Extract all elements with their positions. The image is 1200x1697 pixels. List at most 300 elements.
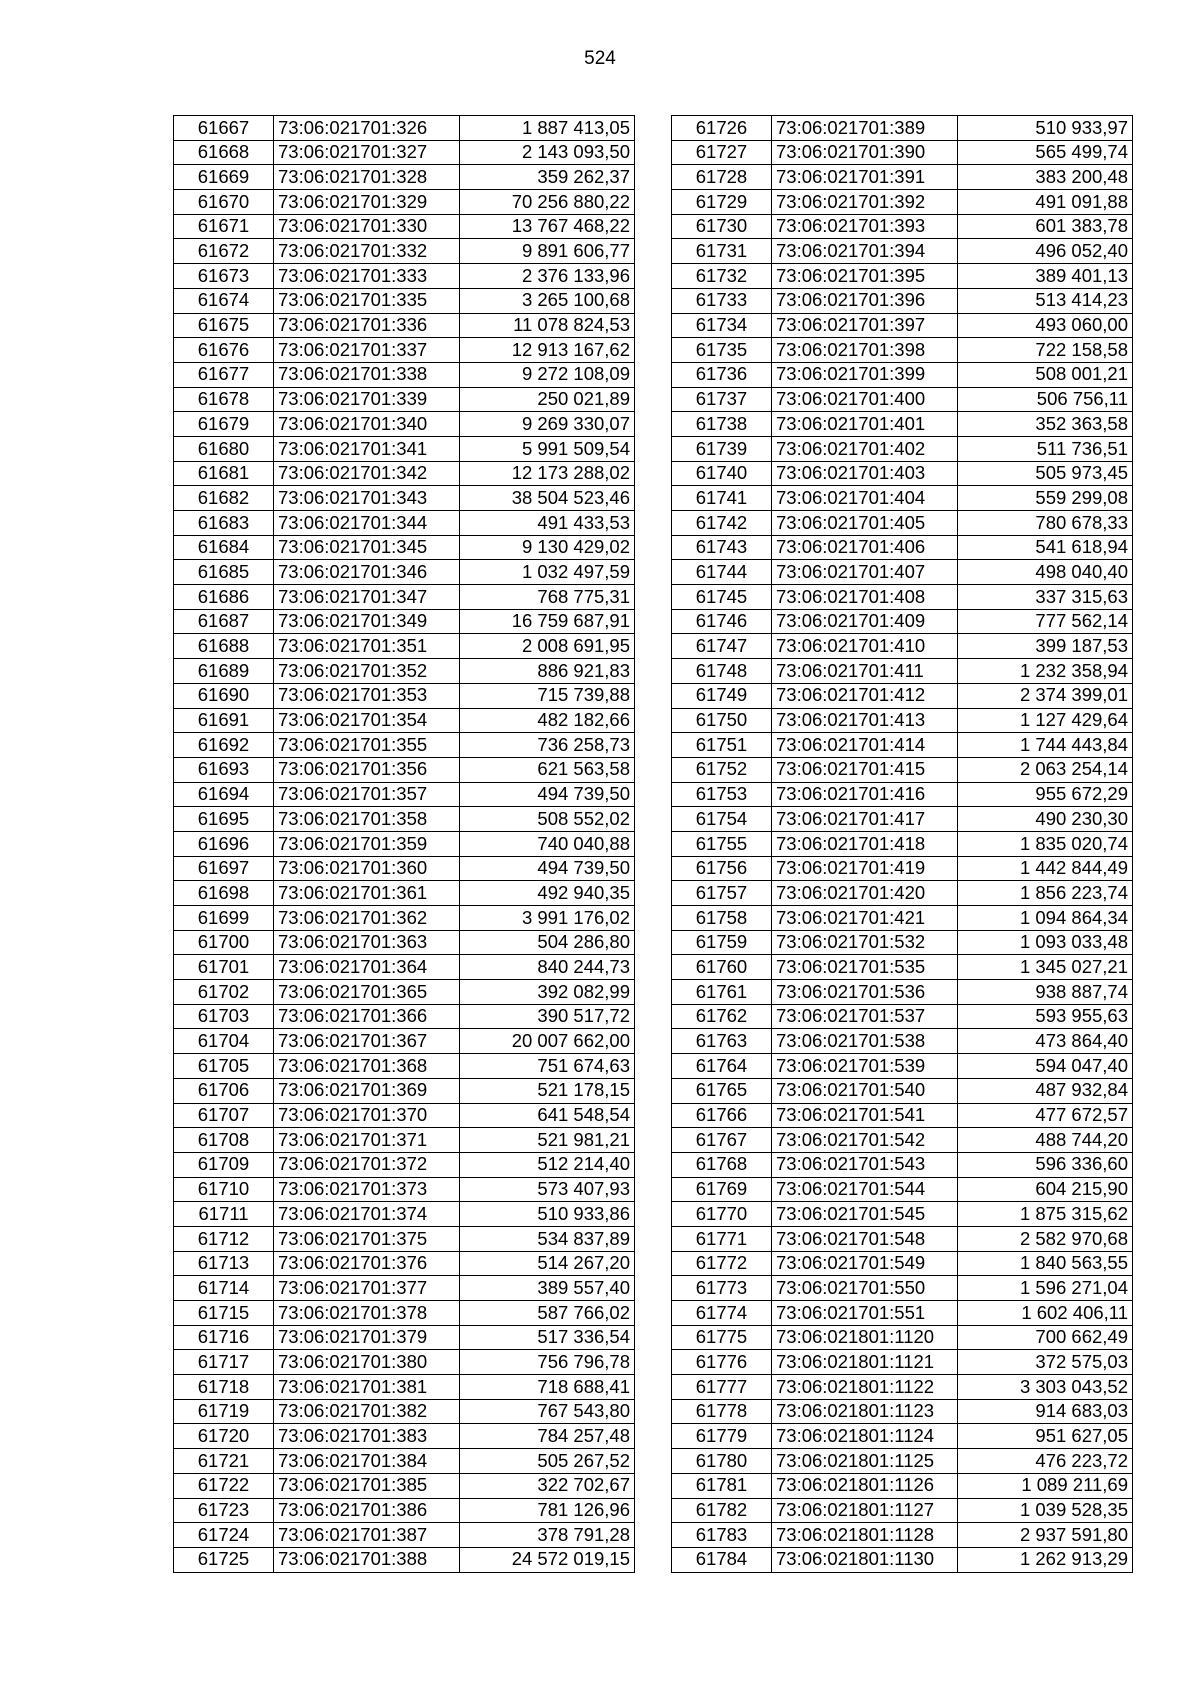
row-number-cell: 61678 <box>174 387 274 412</box>
value-cell: 511 736,51 <box>958 436 1133 461</box>
table-row <box>672 1226 1133 1251</box>
table-row <box>174 1054 635 1079</box>
table-row <box>672 1103 1133 1128</box>
table-row <box>672 1498 1133 1523</box>
table-row <box>672 856 1133 881</box>
table-row <box>672 1424 1133 1449</box>
row-number-cell: 61749 <box>672 683 772 708</box>
value-cell: 3 303 043,52 <box>958 1375 1133 1400</box>
value-cell: 392 082,99 <box>460 980 635 1005</box>
value-cell: 322 702,67 <box>460 1473 635 1498</box>
value-cell: 1 039 528,35 <box>958 1498 1133 1523</box>
value-cell: 482 182,66 <box>460 708 635 733</box>
cadastral-number-cell: 73:06:021701:538 <box>772 1029 958 1054</box>
table-row <box>672 560 1133 585</box>
table-row <box>174 1004 635 1029</box>
row-number-cell: 61731 <box>672 239 772 264</box>
cadastral-number-cell: 73:06:021701:357 <box>274 782 460 807</box>
cadastral-number-cell: 73:06:021801:1122 <box>772 1375 958 1400</box>
cadastral-number-cell: 73:06:021701:344 <box>274 511 460 536</box>
value-cell: 914 683,03 <box>958 1399 1133 1424</box>
cadastral-number-cell: 73:06:021701:541 <box>772 1103 958 1128</box>
row-number-cell: 61767 <box>672 1128 772 1153</box>
value-cell: 1 856 223,74 <box>958 881 1133 906</box>
table-row <box>174 757 635 782</box>
row-number-cell: 61725 <box>174 1547 274 1572</box>
value-cell: 587 766,02 <box>460 1301 635 1326</box>
cadastral-number-cell: 73:06:021701:339 <box>274 387 460 412</box>
cadastral-number-cell: 73:06:021701:395 <box>772 264 958 289</box>
table-row <box>174 659 635 684</box>
table-row <box>174 1424 635 1449</box>
value-cell: 718 688,41 <box>460 1375 635 1400</box>
cadastral-number-cell: 73:06:021701:330 <box>274 214 460 239</box>
cadastral-number-cell: 73:06:021701:390 <box>772 140 958 165</box>
row-number-cell: 61704 <box>174 1029 274 1054</box>
table-row <box>174 1276 635 1301</box>
row-number-cell: 61711 <box>174 1202 274 1227</box>
value-cell: 2 937 591,80 <box>958 1523 1133 1548</box>
cadastral-number-cell: 73:06:021701:418 <box>772 831 958 856</box>
row-number-cell: 61783 <box>672 1523 772 1548</box>
table-row <box>174 1498 635 1523</box>
cadastral-number-cell: 73:06:021701:369 <box>274 1078 460 1103</box>
table-row <box>672 906 1133 931</box>
table-row <box>174 609 635 634</box>
row-number-cell: 61717 <box>174 1350 274 1375</box>
table-row <box>672 461 1133 486</box>
value-cell: 621 563,58 <box>460 757 635 782</box>
cadastral-number-cell: 73:06:021701:368 <box>274 1054 460 1079</box>
row-number-cell: 61716 <box>174 1325 274 1350</box>
table-row <box>174 288 635 313</box>
cadastral-number-cell: 73:06:021701:381 <box>274 1375 460 1400</box>
table-row <box>174 116 635 141</box>
value-cell: 38 504 523,46 <box>460 486 635 511</box>
row-number-cell: 61695 <box>174 807 274 832</box>
value-cell: 784 257,48 <box>460 1424 635 1449</box>
row-number-cell: 61736 <box>672 362 772 387</box>
value-cell: 1 262 913,29 <box>958 1547 1133 1572</box>
table-row <box>174 585 635 610</box>
row-number-cell: 61773 <box>672 1276 772 1301</box>
cadastral-number-cell: 73:06:021701:387 <box>274 1523 460 1548</box>
value-cell: 383 200,48 <box>958 165 1133 190</box>
cadastral-number-cell: 73:06:021701:336 <box>274 313 460 338</box>
value-cell: 1 345 027,21 <box>958 955 1133 980</box>
value-cell: 378 791,28 <box>460 1523 635 1548</box>
value-cell: 1 840 563,55 <box>958 1251 1133 1276</box>
row-number-cell: 61769 <box>672 1177 772 1202</box>
row-number-cell: 61774 <box>672 1301 772 1326</box>
cadastral-number-cell: 73:06:021701:403 <box>772 461 958 486</box>
cadastral-number-cell: 73:06:021701:413 <box>772 708 958 733</box>
row-number-cell: 61779 <box>672 1424 772 1449</box>
value-cell: 2 063 254,14 <box>958 757 1133 782</box>
value-cell: 488 744,20 <box>958 1128 1133 1153</box>
row-number-cell: 61679 <box>174 412 274 437</box>
row-number-cell: 61758 <box>672 906 772 931</box>
table-row <box>672 757 1133 782</box>
registry-table-right <box>671 115 1133 1573</box>
row-number-cell: 61724 <box>174 1523 274 1548</box>
cadastral-number-cell: 73:06:021701:337 <box>274 338 460 363</box>
cadastral-number-cell: 73:06:021801:1121 <box>772 1350 958 1375</box>
value-cell: 5 991 509,54 <box>460 436 635 461</box>
table-row <box>672 313 1133 338</box>
cadastral-number-cell: 73:06:021701:412 <box>772 683 958 708</box>
value-cell: 510 933,97 <box>958 116 1133 141</box>
cadastral-number-cell: 73:06:021701:353 <box>274 683 460 708</box>
cadastral-number-cell: 73:06:021701:415 <box>772 757 958 782</box>
row-number-cell: 61730 <box>672 214 772 239</box>
value-cell: 508 552,02 <box>460 807 635 832</box>
value-cell: 1 094 864,34 <box>958 906 1133 931</box>
value-cell: 1 602 406,11 <box>958 1301 1133 1326</box>
cadastral-number-cell: 73:06:021701:419 <box>772 856 958 881</box>
cadastral-number-cell: 73:06:021701:346 <box>274 560 460 585</box>
cadastral-number-cell: 73:06:021701:421 <box>772 906 958 931</box>
value-cell: 886 921,83 <box>460 659 635 684</box>
value-cell: 601 383,78 <box>958 214 1133 239</box>
value-cell: 487 932,84 <box>958 1078 1133 1103</box>
table-row <box>174 362 635 387</box>
value-cell: 390 517,72 <box>460 1004 635 1029</box>
value-cell: 1 127 429,64 <box>958 708 1133 733</box>
value-cell: 938 887,74 <box>958 980 1133 1005</box>
row-number-cell: 61732 <box>672 264 772 289</box>
row-number-cell: 61689 <box>174 659 274 684</box>
row-number-cell: 61715 <box>174 1301 274 1326</box>
row-number-cell: 61687 <box>174 609 274 634</box>
cadastral-number-cell: 73:06:021701:367 <box>274 1029 460 1054</box>
table-row <box>672 190 1133 215</box>
row-number-cell: 61772 <box>672 1251 772 1276</box>
table-row <box>672 140 1133 165</box>
table-row <box>174 683 635 708</box>
cadastral-number-cell: 73:06:021701:410 <box>772 634 958 659</box>
cadastral-number-cell: 73:06:021701:536 <box>772 980 958 1005</box>
row-number-cell: 61782 <box>672 1498 772 1523</box>
value-cell: 508 001,21 <box>958 362 1133 387</box>
value-cell: 1 875 315,62 <box>958 1202 1133 1227</box>
table-row <box>174 313 635 338</box>
row-number-cell: 61668 <box>174 140 274 165</box>
table-row <box>672 980 1133 1005</box>
cadastral-number-cell: 73:06:021701:548 <box>772 1226 958 1251</box>
cadastral-number-cell: 73:06:021701:351 <box>274 634 460 659</box>
table-row <box>174 190 635 215</box>
table-row <box>174 980 635 1005</box>
table-row <box>174 436 635 461</box>
value-cell: 9 272 108,09 <box>460 362 635 387</box>
row-number-cell: 61747 <box>672 634 772 659</box>
value-cell: 11 078 824,53 <box>460 313 635 338</box>
cadastral-number-cell: 73:06:021701:406 <box>772 535 958 560</box>
cadastral-number-cell: 73:06:021701:341 <box>274 436 460 461</box>
row-number-cell: 61713 <box>174 1251 274 1276</box>
row-number-cell: 61762 <box>672 1004 772 1029</box>
cadastral-number-cell: 73:06:021801:1123 <box>772 1399 958 1424</box>
value-cell: 955 672,29 <box>958 782 1133 807</box>
cadastral-number-cell: 73:06:021701:391 <box>772 165 958 190</box>
table-row <box>174 412 635 437</box>
table-row <box>672 1251 1133 1276</box>
cadastral-number-cell: 73:06:021701:359 <box>274 831 460 856</box>
cadastral-number-cell: 73:06:021701:342 <box>274 461 460 486</box>
row-number-cell: 61708 <box>174 1128 274 1153</box>
value-cell: 510 933,86 <box>460 1202 635 1227</box>
cadastral-number-cell: 73:06:021701:416 <box>772 782 958 807</box>
row-number-cell: 61672 <box>174 239 274 264</box>
cadastral-number-cell: 73:06:021701:532 <box>772 930 958 955</box>
value-cell: 768 775,31 <box>460 585 635 610</box>
table-row <box>174 1325 635 1350</box>
table-row <box>174 1202 635 1227</box>
row-number-cell: 61775 <box>672 1325 772 1350</box>
row-number-cell: 61741 <box>672 486 772 511</box>
cadastral-number-cell: 73:06:021701:376 <box>274 1251 460 1276</box>
value-cell: 512 214,40 <box>460 1152 635 1177</box>
cadastral-number-cell: 73:06:021801:1128 <box>772 1523 958 1548</box>
cadastral-number-cell: 73:06:021701:364 <box>274 955 460 980</box>
value-cell: 767 543,80 <box>460 1399 635 1424</box>
row-number-cell: 61697 <box>174 856 274 881</box>
cadastral-number-cell: 73:06:021801:1125 <box>772 1449 958 1474</box>
value-cell: 751 674,63 <box>460 1054 635 1079</box>
cadastral-number-cell: 73:06:021701:383 <box>274 1424 460 1449</box>
value-cell: 3 991 176,02 <box>460 906 635 931</box>
cadastral-number-cell: 73:06:021701:407 <box>772 560 958 585</box>
value-cell: 594 047,40 <box>958 1054 1133 1079</box>
table-row <box>174 1547 635 1572</box>
cadastral-number-cell: 73:06:021701:392 <box>772 190 958 215</box>
value-cell: 9 130 429,02 <box>460 535 635 560</box>
value-cell: 736 258,73 <box>460 733 635 758</box>
row-number-cell: 61680 <box>174 436 274 461</box>
cadastral-number-cell: 73:06:021701:378 <box>274 1301 460 1326</box>
table-row <box>672 930 1133 955</box>
cadastral-number-cell: 73:06:021801:1130 <box>772 1547 958 1572</box>
table-row <box>174 214 635 239</box>
table-row <box>174 1103 635 1128</box>
row-number-cell: 61693 <box>174 757 274 782</box>
row-number-cell: 61746 <box>672 609 772 634</box>
table-row <box>174 881 635 906</box>
cadastral-number-cell: 73:06:021701:338 <box>274 362 460 387</box>
value-cell: 534 837,89 <box>460 1226 635 1251</box>
cadastral-number-cell: 73:06:021701:343 <box>274 486 460 511</box>
row-number-cell: 61745 <box>672 585 772 610</box>
row-number-cell: 61684 <box>174 535 274 560</box>
cadastral-number-cell: 73:06:021701:335 <box>274 288 460 313</box>
table-row <box>672 1054 1133 1079</box>
value-cell: 521 981,21 <box>460 1128 635 1153</box>
table-row <box>672 1202 1133 1227</box>
table-row <box>672 634 1133 659</box>
row-number-cell: 61669 <box>174 165 274 190</box>
cadastral-number-cell: 73:06:021701:371 <box>274 1128 460 1153</box>
table-row <box>672 609 1133 634</box>
value-cell: 700 662,49 <box>958 1325 1133 1350</box>
row-number-cell: 61734 <box>672 313 772 338</box>
table-row <box>672 535 1133 560</box>
row-number-cell: 61709 <box>174 1152 274 1177</box>
cadastral-number-cell: 73:06:021701:543 <box>772 1152 958 1177</box>
row-number-cell: 61707 <box>174 1103 274 1128</box>
row-number-cell: 61738 <box>672 412 772 437</box>
cadastral-number-cell: 73:06:021801:1124 <box>772 1424 958 1449</box>
value-cell: 756 796,78 <box>460 1350 635 1375</box>
row-number-cell: 61753 <box>672 782 772 807</box>
cadastral-number-cell: 73:06:021701:349 <box>274 609 460 634</box>
table-row <box>672 1375 1133 1400</box>
cadastral-number-cell: 73:06:021701:333 <box>274 264 460 289</box>
value-cell: 359 262,37 <box>460 165 635 190</box>
value-cell: 604 215,90 <box>958 1177 1133 1202</box>
row-number-cell: 61729 <box>672 190 772 215</box>
value-cell: 517 336,54 <box>460 1325 635 1350</box>
table-row <box>672 782 1133 807</box>
table-row <box>672 1128 1133 1153</box>
cadastral-number-cell: 73:06:021701:347 <box>274 585 460 610</box>
table-row <box>672 1350 1133 1375</box>
row-number-cell: 61719 <box>174 1399 274 1424</box>
cadastral-number-cell: 73:06:021701:404 <box>772 486 958 511</box>
cadastral-number-cell: 73:06:021701:352 <box>274 659 460 684</box>
cadastral-number-cell: 73:06:021701:408 <box>772 585 958 610</box>
table-row <box>672 585 1133 610</box>
cadastral-number-cell: 73:06:021701:411 <box>772 659 958 684</box>
table-row <box>174 338 635 363</box>
cadastral-number-cell: 73:06:021701:370 <box>274 1103 460 1128</box>
value-cell: 493 060,00 <box>958 313 1133 338</box>
table-row <box>672 1325 1133 1350</box>
cadastral-number-cell: 73:06:021701:363 <box>274 930 460 955</box>
row-number-cell: 61757 <box>672 881 772 906</box>
row-number-cell: 61760 <box>672 955 772 980</box>
row-number-cell: 61751 <box>672 733 772 758</box>
table-row <box>174 955 635 980</box>
row-number-cell: 61676 <box>174 338 274 363</box>
table-row <box>672 659 1133 684</box>
cadastral-number-cell: 73:06:021701:377 <box>274 1276 460 1301</box>
value-cell: 1 744 443,84 <box>958 733 1133 758</box>
value-cell: 559 299,08 <box>958 486 1133 511</box>
cadastral-number-cell: 73:06:021701:374 <box>274 1202 460 1227</box>
table-row <box>672 1276 1133 1301</box>
value-cell: 12 913 167,62 <box>460 338 635 363</box>
table-row <box>174 831 635 856</box>
table-row <box>174 264 635 289</box>
row-number-cell: 61682 <box>174 486 274 511</box>
row-number-cell: 61765 <box>672 1078 772 1103</box>
cadastral-number-cell: 73:06:021701:382 <box>274 1399 460 1424</box>
cadastral-number-cell: 73:06:021701:358 <box>274 807 460 832</box>
table-row <box>672 1473 1133 1498</box>
table-row <box>672 1078 1133 1103</box>
table-row <box>174 1375 635 1400</box>
row-number-cell: 61748 <box>672 659 772 684</box>
table-row <box>174 930 635 955</box>
row-number-cell: 61677 <box>174 362 274 387</box>
table-row <box>174 560 635 585</box>
table-row <box>672 436 1133 461</box>
cadastral-number-cell: 73:06:021701:401 <box>772 412 958 437</box>
row-number-cell: 61776 <box>672 1350 772 1375</box>
value-cell: 352 363,58 <box>958 412 1133 437</box>
row-number-cell: 61723 <box>174 1498 274 1523</box>
cadastral-number-cell: 73:06:021701:399 <box>772 362 958 387</box>
cadastral-number-cell: 73:06:021701:360 <box>274 856 460 881</box>
cadastral-number-cell: 73:06:021701:417 <box>772 807 958 832</box>
table-row <box>672 412 1133 437</box>
row-number-cell: 61740 <box>672 461 772 486</box>
cadastral-number-cell: 73:06:021701:385 <box>274 1473 460 1498</box>
value-cell: 9 891 606,77 <box>460 239 635 264</box>
cadastral-number-cell: 73:06:021701:386 <box>274 1498 460 1523</box>
value-cell: 951 627,05 <box>958 1424 1133 1449</box>
value-cell: 2 008 691,95 <box>460 634 635 659</box>
cadastral-number-cell: 73:06:021701:354 <box>274 708 460 733</box>
value-cell: 491 091,88 <box>958 190 1133 215</box>
table-row <box>174 165 635 190</box>
row-number-cell: 61777 <box>672 1375 772 1400</box>
cadastral-number-cell: 73:06:021701:397 <box>772 313 958 338</box>
cadastral-number-cell: 73:06:021701:420 <box>772 881 958 906</box>
value-cell: 722 158,58 <box>958 338 1133 363</box>
row-number-cell: 61700 <box>174 930 274 955</box>
table-row <box>174 1350 635 1375</box>
cadastral-number-cell: 73:06:021701:540 <box>772 1078 958 1103</box>
cadastral-number-cell: 73:06:021701:398 <box>772 338 958 363</box>
row-number-cell: 61726 <box>672 116 772 141</box>
row-number-cell: 61743 <box>672 535 772 560</box>
row-number-cell: 61771 <box>672 1226 772 1251</box>
row-number-cell: 61699 <box>174 906 274 931</box>
value-cell: 840 244,73 <box>460 955 635 980</box>
row-number-cell: 61685 <box>174 560 274 585</box>
value-cell: 2 374 399,01 <box>958 683 1133 708</box>
cadastral-number-cell: 73:06:021701:402 <box>772 436 958 461</box>
table-row <box>672 683 1133 708</box>
cadastral-number-cell: 73:06:021701:329 <box>274 190 460 215</box>
value-cell: 498 040,40 <box>958 560 1133 585</box>
row-number-cell: 61770 <box>672 1202 772 1227</box>
value-cell: 505 267,52 <box>460 1449 635 1474</box>
row-number-cell: 61744 <box>672 560 772 585</box>
row-number-cell: 61759 <box>672 930 772 955</box>
table-row <box>672 1152 1133 1177</box>
row-number-cell: 61698 <box>174 881 274 906</box>
cadastral-number-cell: 73:06:021701:414 <box>772 733 958 758</box>
table-row <box>174 461 635 486</box>
cadastral-number-cell: 73:06:021801:1127 <box>772 1498 958 1523</box>
table-row <box>672 1547 1133 1572</box>
value-cell: 2 582 970,68 <box>958 1226 1133 1251</box>
cadastral-number-cell: 73:06:021701:355 <box>274 733 460 758</box>
value-cell: 506 756,11 <box>958 387 1133 412</box>
value-cell: 1 093 033,48 <box>958 930 1133 955</box>
value-cell: 12 173 288,02 <box>460 461 635 486</box>
cadastral-number-cell: 73:06:021701:400 <box>772 387 958 412</box>
cadastral-number-cell: 73:06:021701:332 <box>274 239 460 264</box>
value-cell: 389 557,40 <box>460 1276 635 1301</box>
row-number-cell: 61780 <box>672 1449 772 1474</box>
row-number-cell: 61694 <box>174 782 274 807</box>
table-row <box>174 1029 635 1054</box>
row-number-cell: 61705 <box>174 1054 274 1079</box>
